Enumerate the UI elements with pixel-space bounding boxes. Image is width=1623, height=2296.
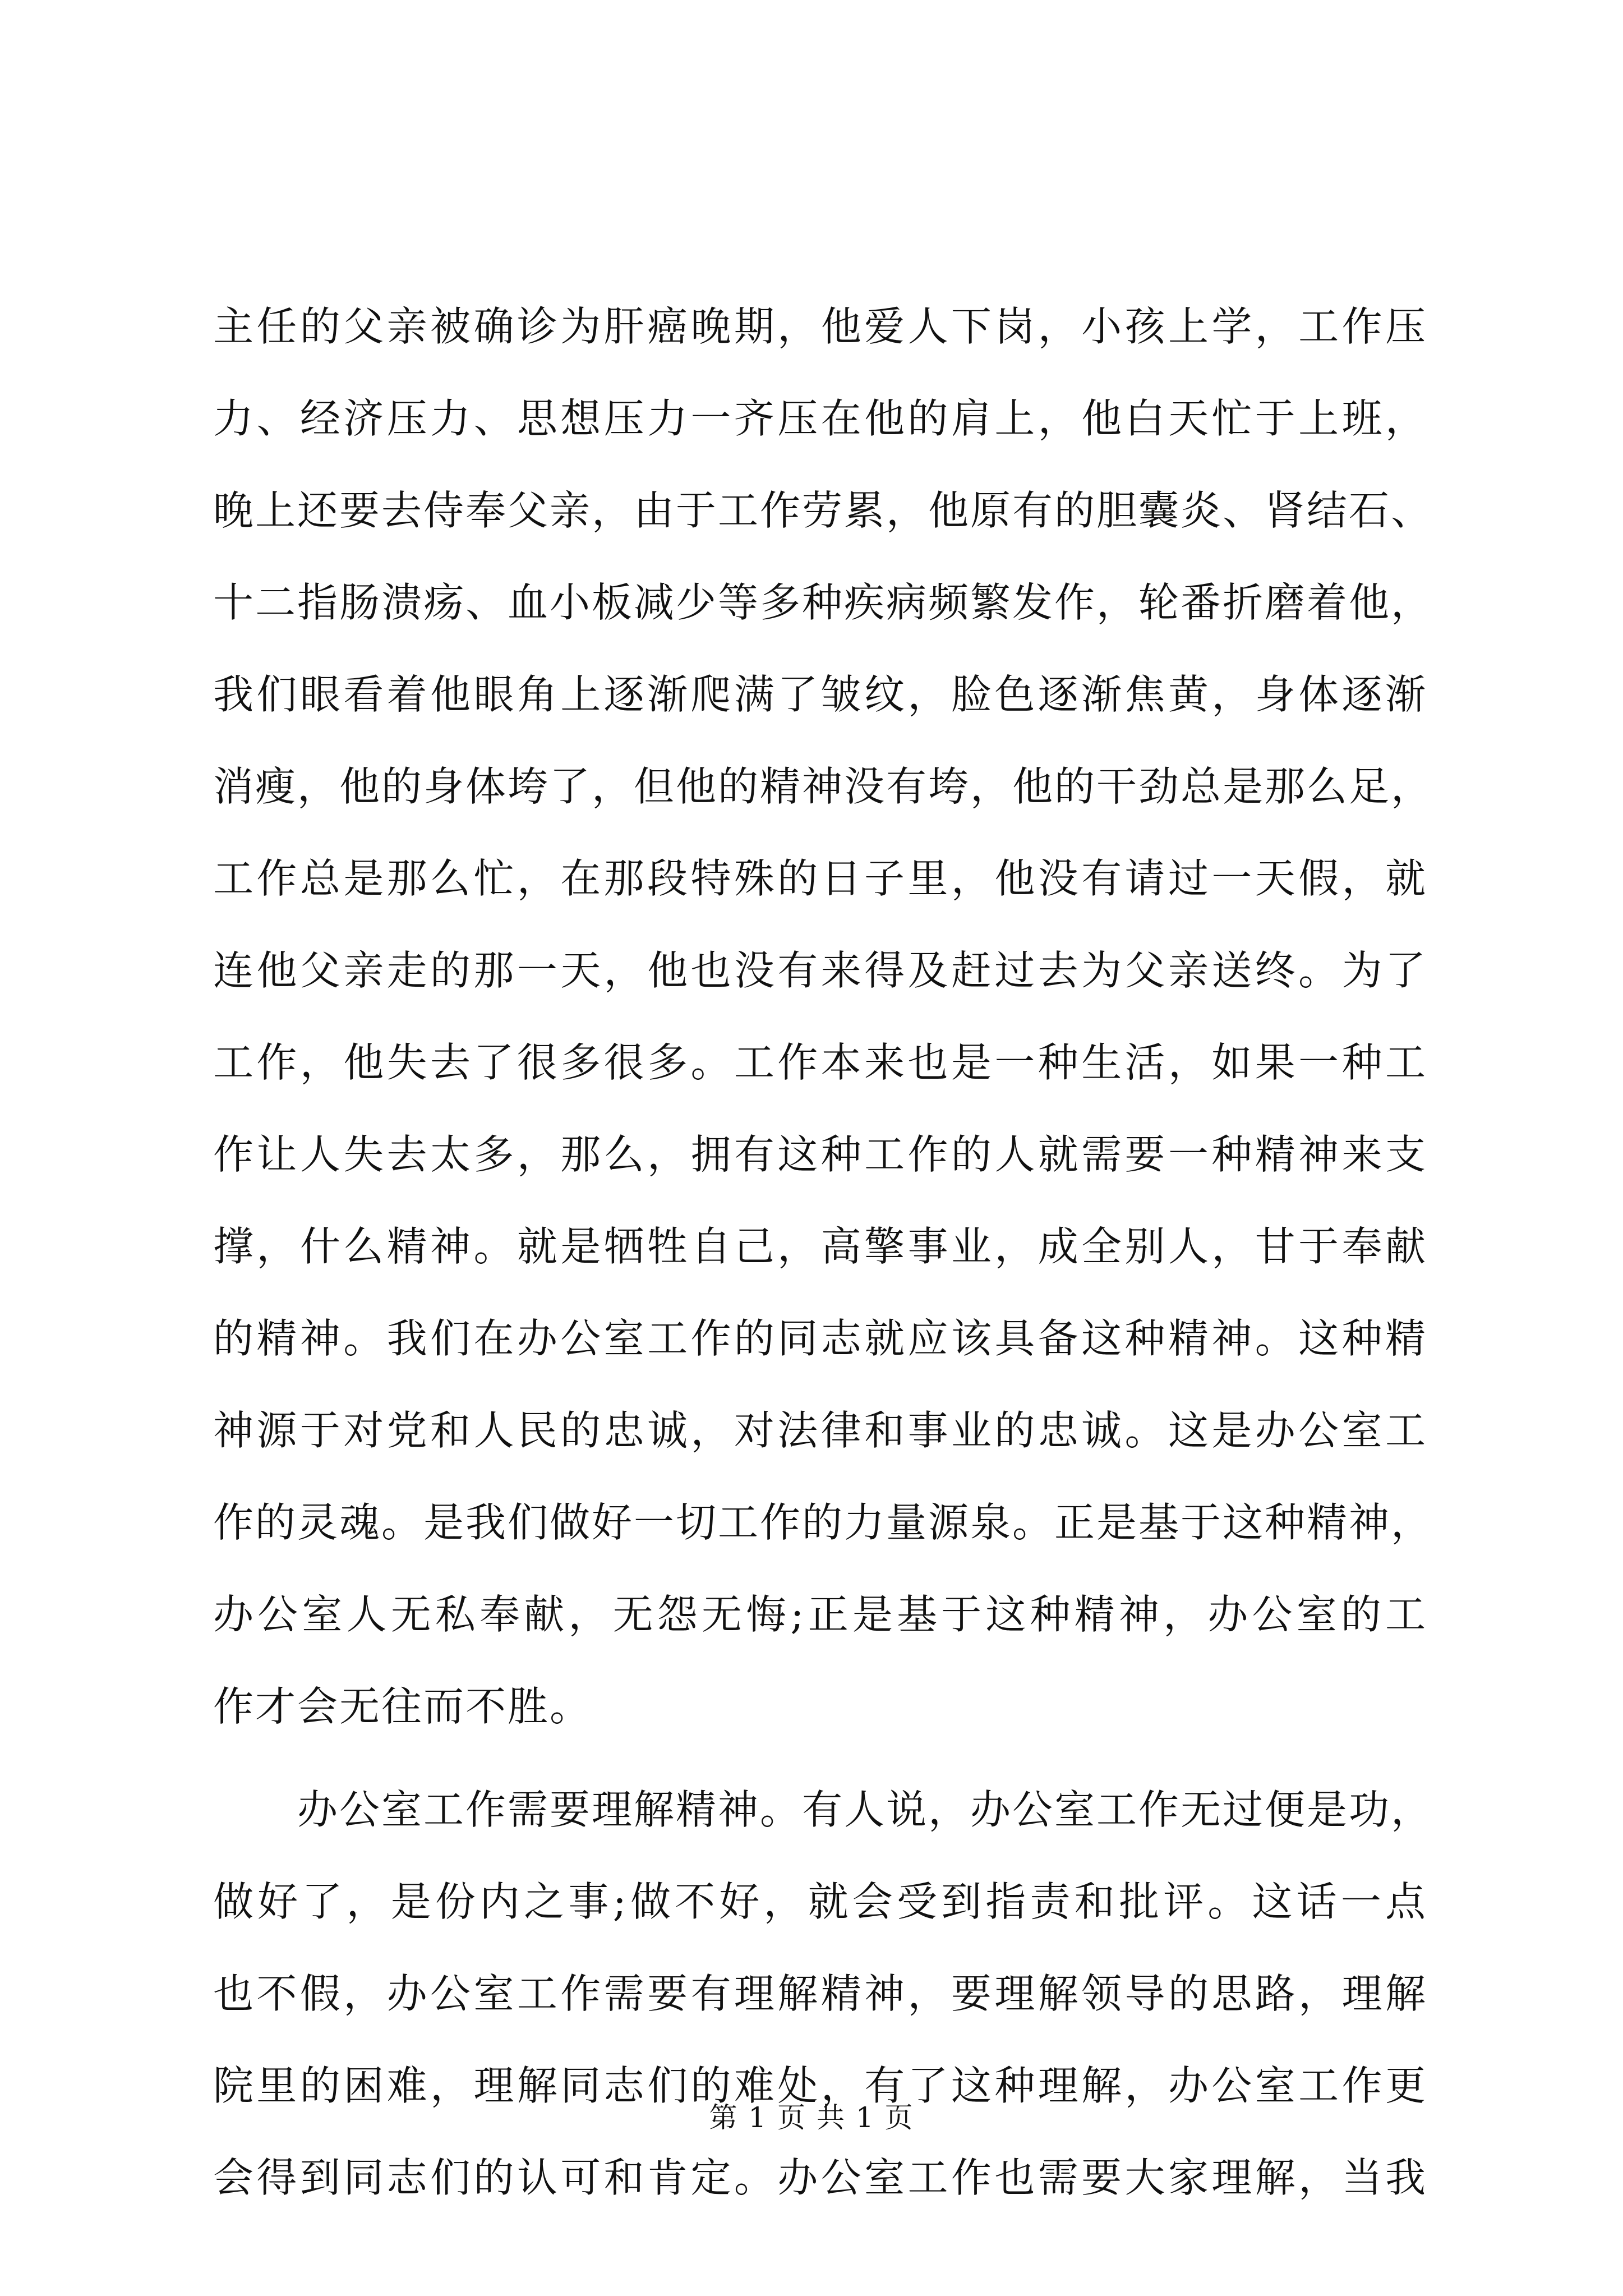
text-line: 办公室工作需要理解精神。有人说，办公室工作无过便是功， <box>297 1786 1433 1833</box>
text-line: 十二指肠溃疡、血小板减少等多种疾病频繁发作，轮番折磨着他， <box>213 579 1433 626</box>
document-body <box>213 280 1433 2224</box>
text-line: 力、经济压力、思想压力一齐压在他的肩上，他白天忙于上班， <box>213 395 1427 442</box>
text-line: 的精神。我们在办公室工作的同志就应该具备这种精神。这种精 <box>213 1315 1427 1362</box>
text-line: 作的灵魂。是我们做好一切工作的力量源泉。正是基于这种精神， <box>213 1499 1433 1546</box>
text-line: 也不假，办公室工作需要有理解精神，要理解领导的思路，理解 <box>213 1970 1427 2017</box>
page-number-footer: 第 1 页 共 1 页 <box>709 2101 914 2134</box>
text-line: 消瘦，他的身体垮了，但他的精神没有垮，他的干劲总是那么足， <box>213 763 1433 810</box>
paragraph-1 <box>213 280 1433 1752</box>
text-line: 晚上还要去侍奉父亲，由于工作劳累，他原有的胆囊炎、肾结石、 <box>213 487 1433 534</box>
text-line: 院里的困难，理解同志们的难处，有了这种理解，办公室工作更 <box>213 2062 1427 2109</box>
paragraph-gap <box>213 1752 1427 1764</box>
paragraph-2 <box>213 1764 1433 2224</box>
text-line: 连他父亲走的那一天，他也没有来得及赶过去为父亲送终。为了 <box>213 947 1427 994</box>
text-line: 撑，什么精神。就是牺牲自己，高擎事业，成全别人，甘于奉献 <box>213 1223 1427 1270</box>
text-line: 作才会无往而不胜。 <box>213 1683 592 1730</box>
text-line: 工作总是那么忙，在那段特殊的日子里，他没有请过一天假，就 <box>213 855 1427 902</box>
text-line: 我们眼看着他眼角上逐渐爬满了皱纹，脸色逐渐焦黄，身体逐渐 <box>213 671 1427 718</box>
text-line: 作让人失去太多，那么，拥有这种工作的人就需要一种精神来支 <box>213 1131 1427 1178</box>
text-line: 神源于对党和人民的忠诚，对法律和事业的忠诚。这是办公室工 <box>213 1407 1427 1454</box>
text-line: 办公室人无私奉献，无怨无悔;正是基于这种精神，办公室的工 <box>213 1591 1427 1638</box>
text-line: 会得到同志们的认可和肯定。办公室工作也需要大家理解，当我 <box>213 2154 1427 2201</box>
text-line: 做好了，是份内之事;做不好，就会受到指责和批评。这话一点 <box>213 1878 1427 1925</box>
text-line: 工作，他失去了很多很多。工作本来也是一种生活，如果一种工 <box>213 1039 1427 1086</box>
text-line: 主任的父亲被确诊为肝癌晚期，他爱人下岗，小孩上学，工作压 <box>213 303 1427 350</box>
